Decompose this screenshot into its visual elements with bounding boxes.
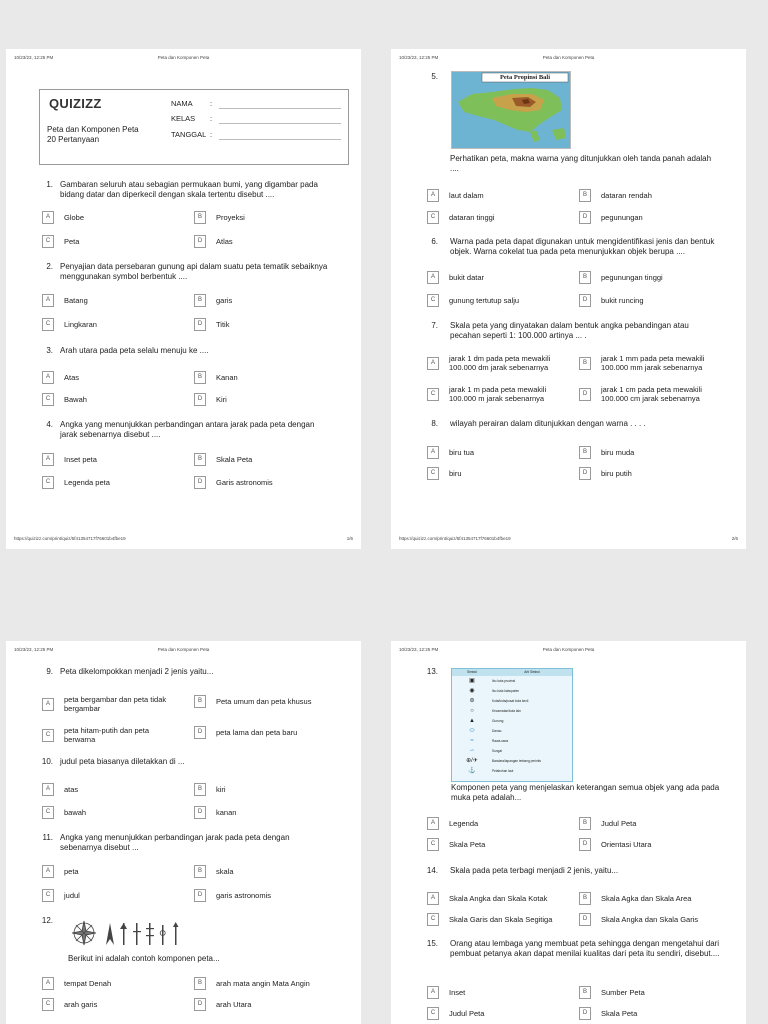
nama-colon: : xyxy=(210,99,213,108)
q9-option-d[interactable] xyxy=(194,726,344,739)
option-text: jarak 1 m pada peta mewakili 100.000 m jarak sebenarnya xyxy=(449,385,547,403)
q9-option-a[interactable] xyxy=(42,695,182,713)
question-text: judul peta biasanya diletakkan di ... xyxy=(60,757,185,766)
print-title: Peta dan Komponen Peta xyxy=(157,647,210,652)
quiz-title-name: Peta dan Komponen Peta xyxy=(47,125,139,134)
option-text: Lingkaran xyxy=(64,320,97,329)
q11-option-a[interactable] xyxy=(42,865,79,878)
question-number: 2. xyxy=(46,262,53,271)
legend-row xyxy=(452,706,572,716)
question-text: Penyajian data persebaran gunung api dalam suatu peta tematik sebaiknya menggunakan symbol berbentuk .... xyxy=(60,262,328,281)
airport-icon: ⊕/✈ xyxy=(466,758,478,764)
q4-option-d[interactable] xyxy=(194,476,273,489)
page-number: 2/6 xyxy=(731,536,738,541)
q10-option-a[interactable] xyxy=(42,783,78,796)
option-letter-c: C xyxy=(42,806,54,819)
legend-text: Kota/kota/pusat kota kecil xyxy=(492,699,529,703)
option-letter-a: A xyxy=(42,783,54,796)
q8-option-b[interactable] xyxy=(579,446,634,459)
option-text: Atlas xyxy=(216,237,233,246)
q14-option-a[interactable] xyxy=(427,892,547,905)
option-letter-c: C xyxy=(42,393,54,406)
option-text: Orientasi Utara xyxy=(601,840,652,849)
option-letter-b: B xyxy=(579,357,591,370)
mountain-icon: ▲ xyxy=(469,718,475,724)
print-title: Peta dan Komponen Peta xyxy=(157,55,210,60)
q8-option-a[interactable] xyxy=(427,446,474,459)
option-letter-c: C xyxy=(42,235,54,248)
print-date: 10/23/23, 12:25 PM xyxy=(399,647,439,652)
question-number: 12. xyxy=(41,916,53,925)
option-letter-d: D xyxy=(579,467,591,480)
q2-option-a[interactable] xyxy=(42,294,88,307)
option-text: Atas xyxy=(64,373,80,382)
option-text: arah Utara xyxy=(216,1000,252,1009)
legend-text: Ibu kota provinsi xyxy=(492,679,516,683)
page-3 xyxy=(6,641,361,1024)
q3-option-a[interactable] xyxy=(42,371,79,384)
option-letter-d: D xyxy=(579,838,591,851)
legend-row xyxy=(452,676,572,686)
option-letter-c: C xyxy=(427,1007,439,1020)
page-1 xyxy=(6,49,361,549)
district-icon: ○ xyxy=(470,708,474,714)
q4-option-c[interactable] xyxy=(42,476,110,489)
option-text: peta bergambar dan peta tidak bergambar xyxy=(64,695,167,713)
option-text: peta hitam-putih dan peta berwarna xyxy=(64,726,150,744)
option-text: Kanan xyxy=(216,373,238,382)
legend-text: Danau xyxy=(492,729,502,733)
q6-option-b[interactable] xyxy=(579,271,663,284)
legend-text: Ibu kota kabupaten xyxy=(492,689,520,693)
q6-option-c[interactable] xyxy=(427,294,519,307)
option-letter-b: B xyxy=(194,294,206,307)
q2-option-c[interactable] xyxy=(42,318,97,331)
small-city-icon: ⊜ xyxy=(469,698,475,704)
option-text: Kiri xyxy=(216,395,227,404)
q8-option-c[interactable] xyxy=(427,467,462,480)
q11-option-d[interactable] xyxy=(194,889,271,902)
option-letter-b: B xyxy=(194,865,206,878)
legend-text: Pelabuhan laut xyxy=(492,769,514,773)
q15-option-c[interactable] xyxy=(427,1007,484,1020)
option-text: Judul Peta xyxy=(601,819,637,828)
page-2 xyxy=(391,49,746,549)
option-letter-d: D xyxy=(194,476,206,489)
option-letter-b: B xyxy=(194,783,206,796)
option-letter-d: D xyxy=(194,806,206,819)
option-letter-c: C xyxy=(427,294,439,307)
q15-option-d[interactable] xyxy=(579,1007,637,1020)
q5-option-d[interactable] xyxy=(579,211,643,224)
option-text: Proyeksi xyxy=(216,213,245,222)
option-text: Skala Angka dan Skala Garis xyxy=(601,915,699,924)
q9-option-b[interactable] xyxy=(194,695,344,708)
q5-option-b[interactable] xyxy=(579,189,652,202)
option-letter-b: B xyxy=(579,271,591,284)
option-letter-b: B xyxy=(194,371,206,384)
q7-option-d[interactable] xyxy=(579,385,729,403)
option-text: laut dalam xyxy=(449,191,484,200)
question-number: 4. xyxy=(46,420,53,429)
option-text: bukit datar xyxy=(449,273,485,282)
option-letter-b: B xyxy=(579,189,591,202)
tanggal-colon: : xyxy=(210,130,213,139)
option-letter-a: A xyxy=(42,294,54,307)
question-text: Berikut ini adalah contoh komponen peta... xyxy=(68,954,220,963)
option-letter-d: D xyxy=(579,211,591,224)
option-text: arah garis xyxy=(64,1000,98,1009)
bali-map-icon xyxy=(452,72,570,148)
kelas-line xyxy=(219,123,341,124)
legend-row xyxy=(452,696,572,706)
legend-table-image xyxy=(451,668,573,782)
nama-field[interactable] xyxy=(171,99,213,108)
legend-col-meaning: Arti Simbol xyxy=(524,670,540,674)
q1-option-c[interactable] xyxy=(42,235,79,248)
option-letter-c: C xyxy=(427,211,439,224)
question-text: Komponen peta yang menjelaskan keterangan semua objek yang ada pada muka peta adalah... xyxy=(451,783,720,802)
option-letter-a: A xyxy=(427,357,439,370)
compass-rose-image xyxy=(70,919,190,947)
regency-capital-icon: ◉ xyxy=(469,688,475,694)
option-text: Batang xyxy=(64,296,88,305)
option-letter-b: B xyxy=(194,977,206,990)
lake-icon: ⬭ xyxy=(469,728,475,734)
option-letter-c: C xyxy=(42,889,54,902)
option-letter-a: A xyxy=(42,865,54,878)
question-number: 10. xyxy=(41,757,53,766)
question-count: 20 Pertanyaan xyxy=(47,135,100,144)
q7-option-b[interactable] xyxy=(579,354,729,372)
option-letter-d: D xyxy=(194,393,206,406)
page-number: 1/6 xyxy=(346,536,353,541)
q12-option-b[interactable] xyxy=(194,977,310,990)
option-text: kanan xyxy=(216,808,237,817)
legend-row xyxy=(452,756,572,766)
option-text: Judul Peta xyxy=(449,1009,485,1018)
bali-map-image xyxy=(451,71,571,149)
option-text: biru tua xyxy=(449,448,475,457)
q1-option-d[interactable] xyxy=(194,235,233,248)
option-letter-b: B xyxy=(579,817,591,830)
question-number: 7. xyxy=(431,321,438,330)
option-letter-a: A xyxy=(42,698,54,711)
option-text: kiri xyxy=(216,785,226,794)
nama-line xyxy=(219,108,341,109)
option-letter-c: C xyxy=(42,318,54,331)
print-date: 10/23/23, 12:25 PM xyxy=(399,55,439,60)
legend-text: Rawa-rawa xyxy=(492,739,509,743)
option-text: Globe xyxy=(64,213,85,222)
kelas-colon: : xyxy=(210,114,213,123)
question-number: 15. xyxy=(426,939,438,948)
option-letter-d: D xyxy=(194,235,206,248)
question-number: 11. xyxy=(42,833,53,842)
print-title: Peta dan Komponen Peta xyxy=(542,55,595,60)
option-letter-d: D xyxy=(194,889,206,902)
legend-row xyxy=(452,746,572,756)
option-letter-c: C xyxy=(42,998,54,1011)
option-text: jarak 1 cm pada peta mewakili 100.000 cm jarak sebenarnya xyxy=(601,385,702,403)
option-text: Skala Angka dan Skala Kotak xyxy=(449,894,548,903)
option-text: gunung tertutup salju xyxy=(449,296,520,305)
option-text: jarak 1 mm pada peta mewakili 100.000 mm jarak sebenarnya xyxy=(601,354,705,372)
quiz-title xyxy=(47,125,139,145)
legend-col-symbol: Simbol xyxy=(467,670,477,674)
option-text: Garis astronomis xyxy=(216,478,273,487)
option-text: peta lama dan peta baru xyxy=(216,728,298,737)
option-letter-b: B xyxy=(194,211,206,224)
question-text: Warna pada peta dapat digunakan untuk mengidentifikasi jenis dan bentuk objek. Warna cokelat tua pada peta menunjukkan objek berupa .... xyxy=(450,237,715,256)
option-text: bukit runcing xyxy=(601,296,644,305)
q13-option-a[interactable] xyxy=(427,817,478,830)
q3-option-c[interactable] xyxy=(42,393,87,406)
map-title: Peta Propinsi Bali xyxy=(499,74,551,81)
option-text: Bawah xyxy=(64,395,87,404)
q15-option-a[interactable] xyxy=(427,986,465,999)
provincial-capital-icon: ▣ xyxy=(469,678,475,684)
option-text: Legenda xyxy=(449,819,479,828)
option-text: jarak 1 dm pada peta mewakili 100.000 dm jarak sebenarnya xyxy=(449,354,551,372)
swamp-icon: ≈ xyxy=(470,738,474,744)
option-letter-a: A xyxy=(427,446,439,459)
legend-row xyxy=(452,736,572,746)
q1-option-a[interactable] xyxy=(42,211,84,224)
option-letter-b: B xyxy=(579,986,591,999)
legend-row xyxy=(452,726,572,736)
q13-option-d[interactable] xyxy=(579,838,651,851)
option-text: dataran rendah xyxy=(601,191,652,200)
question-text: Skala peta yang dinyatakan dalam bentuk angka pebandingan atau pecahan seperti 1: 100.000 artinya ... . xyxy=(450,321,689,340)
option-text: biru muda xyxy=(601,448,635,457)
question-text: Orang atau lembaga yang membuat peta sehingga dengan mengetahui dari pembuat petanya akan dapat menilai kualitas dari peta itu sendiri, disebut.... xyxy=(450,939,720,958)
question-number: 5. xyxy=(431,72,438,81)
option-text: Skala Peta xyxy=(216,455,253,464)
question-text: wilayah perairan dalam ditunjukkan dengan warna . . . . xyxy=(450,419,646,428)
option-letter-c: C xyxy=(42,476,54,489)
option-letter-a: A xyxy=(42,211,54,224)
q15-option-b[interactable] xyxy=(579,986,645,999)
option-text: skala xyxy=(216,867,234,876)
legend-table-header xyxy=(452,669,572,676)
q13-option-c[interactable] xyxy=(427,838,485,851)
legend-text: Kecamatan/kota lain xyxy=(492,709,521,713)
tanggal-line xyxy=(219,139,341,140)
option-text: Inset xyxy=(449,988,466,997)
option-letter-a: A xyxy=(427,892,439,905)
option-letter-b: B xyxy=(579,892,591,905)
legend-text: Bandara/lapangan terbang perintis xyxy=(492,759,541,763)
q6-option-d[interactable] xyxy=(579,294,644,307)
q10-option-c[interactable] xyxy=(42,806,86,819)
option-letter-c: C xyxy=(427,388,439,401)
option-letter-a: A xyxy=(427,189,439,202)
option-letter-c: C xyxy=(427,913,439,926)
question-text: Skala pada peta terbagi menjadi 2 jenis, yaitu... xyxy=(450,866,619,875)
q10-option-b[interactable] xyxy=(194,783,226,796)
q5-option-c[interactable] xyxy=(427,211,494,224)
q10-option-d[interactable] xyxy=(194,806,236,819)
legend-text: Gunung xyxy=(492,719,504,723)
nama-label: NAMA xyxy=(171,99,193,108)
question-text: Arah utara pada peta selalu menuju ke .... xyxy=(60,346,209,355)
legend-row xyxy=(452,686,572,696)
print-date: 10/23/23, 12:25 PM xyxy=(14,647,54,652)
option-text: judul xyxy=(64,891,80,900)
q4-option-a[interactable] xyxy=(42,453,97,466)
question-number: 6. xyxy=(431,237,438,246)
print-title: Peta dan Komponen Peta xyxy=(542,647,595,652)
question-number: 8. xyxy=(431,419,438,428)
option-text: pegunungan tinggi xyxy=(601,273,663,282)
option-letter-c: C xyxy=(427,838,439,851)
option-letter-d: D xyxy=(579,388,591,401)
question-number: 3. xyxy=(46,346,53,355)
option-text: biru putih xyxy=(601,469,632,478)
option-text: Skala Peta xyxy=(449,840,486,849)
seaport-icon: ⚓ xyxy=(468,768,476,774)
option-letter-a: A xyxy=(42,453,54,466)
option-text: Skala Agka dan Skala Area xyxy=(601,894,692,903)
question-number: 13. xyxy=(426,667,438,676)
option-text: Peta umum dan peta khusus xyxy=(216,697,312,706)
q13-option-b[interactable] xyxy=(579,817,636,830)
q8-option-d[interactable] xyxy=(579,467,632,480)
option-letter-a: A xyxy=(427,817,439,830)
q12-option-d[interactable] xyxy=(194,998,251,1011)
q4-option-b[interactable] xyxy=(194,453,252,466)
question-number: 1. xyxy=(46,180,53,189)
q11-option-c[interactable] xyxy=(42,889,80,902)
print-url: https://quizizz.com/print/quiz/5f41354717f76601b4fbe19 xyxy=(399,536,511,541)
option-letter-b: B xyxy=(194,453,206,466)
option-text: arah mata angin Mata Angin xyxy=(216,979,310,988)
q14-option-b[interactable] xyxy=(579,892,691,905)
option-letter-d: D xyxy=(579,294,591,307)
print-date: 10/23/23, 12:25 PM xyxy=(14,55,54,60)
question-number: 9. xyxy=(46,667,53,676)
option-letter-d: D xyxy=(194,726,206,739)
q12-option-a[interactable] xyxy=(42,977,111,990)
q3-option-b[interactable] xyxy=(194,371,238,384)
question-text: Angka yang menunjukkan perbandingan antara jarak pada peta dengan jarak sebenarnya disebut .... xyxy=(60,420,315,439)
option-text: biru xyxy=(449,469,462,478)
q2-option-d[interactable] xyxy=(194,318,229,331)
q14-option-d[interactable] xyxy=(579,913,698,926)
option-text: pegunungan xyxy=(601,213,643,222)
q7-option-a[interactable] xyxy=(427,354,567,372)
option-letter-c: C xyxy=(42,729,54,742)
option-letter-a: A xyxy=(42,977,54,990)
legend-text: Sungai xyxy=(492,749,502,753)
legend-row xyxy=(452,766,572,776)
option-letter-d: D xyxy=(194,998,206,1011)
option-text: atas xyxy=(64,785,79,794)
option-text: Sumber Peta xyxy=(601,988,645,997)
print-url: https://quizizz.com/print/quiz/5f41354717f76601b4fbe19 xyxy=(14,536,126,541)
q5-option-a[interactable] xyxy=(427,189,484,202)
q12-option-c[interactable] xyxy=(42,998,97,1011)
option-letter-d: D xyxy=(579,913,591,926)
tanggal-label: TANGGAL xyxy=(171,130,207,139)
q3-option-d[interactable] xyxy=(194,393,227,406)
kelas-label: KELAS xyxy=(171,114,196,123)
page-4 xyxy=(391,641,746,1024)
q11-option-b[interactable] xyxy=(194,865,234,878)
legend-row xyxy=(452,716,572,726)
option-text: Skala Garis dan Skala Segitiga xyxy=(449,915,553,924)
quizizz-logo: QUIZIZZ xyxy=(49,96,102,111)
question-text: Angka yang menunjukkan perbandingan jarak pada peta dengan sebenarnya disebut ... xyxy=(60,833,290,852)
option-text: Peta xyxy=(64,237,80,246)
option-letter-a: A xyxy=(42,371,54,384)
q2-option-b[interactable] xyxy=(194,294,232,307)
option-letter-c: C xyxy=(427,467,439,480)
quiz-header-box xyxy=(39,89,349,165)
option-text: tempat Denah xyxy=(64,979,112,988)
question-number: 14. xyxy=(426,866,438,875)
option-letter-d: D xyxy=(579,1007,591,1020)
option-letter-b: B xyxy=(579,446,591,459)
option-text: garis astronomis xyxy=(216,891,272,900)
river-icon: ∽ xyxy=(469,748,475,754)
q7-option-c[interactable] xyxy=(427,385,567,403)
option-text: Legenda peta xyxy=(64,478,110,487)
option-text: peta xyxy=(64,867,79,876)
option-text: garis xyxy=(216,296,233,305)
option-text: dataran tinggi xyxy=(449,213,495,222)
option-text: Skala Peta xyxy=(601,1009,638,1018)
question-text: Gambaran seluruh atau sebagian permukaan bumi, yang digambar pada bidang datar dan diperkecil dengan skala tertentu disebut .... xyxy=(60,180,318,199)
question-text: Peta dikelompokkan menjadi 2 jenis yaitu... xyxy=(60,667,214,676)
question-text: Perhatikan peta, makna warna yang ditunjukkan oleh tanda panah adalah .... xyxy=(450,154,712,173)
q1-option-b[interactable] xyxy=(194,211,245,224)
option-letter-d: D xyxy=(194,318,206,331)
option-text: Inset peta xyxy=(64,455,97,464)
kelas-field[interactable] xyxy=(171,114,213,123)
q9-option-c[interactable] xyxy=(42,726,182,744)
q14-option-c[interactable] xyxy=(427,913,552,926)
option-letter-a: A xyxy=(427,271,439,284)
option-text: Titik xyxy=(216,320,230,329)
option-letter-b: B xyxy=(194,695,206,708)
option-letter-a: A xyxy=(427,986,439,999)
option-text: bawah xyxy=(64,808,87,817)
tanggal-field[interactable] xyxy=(171,130,213,139)
q6-option-a[interactable] xyxy=(427,271,484,284)
compass-icon xyxy=(70,919,190,947)
